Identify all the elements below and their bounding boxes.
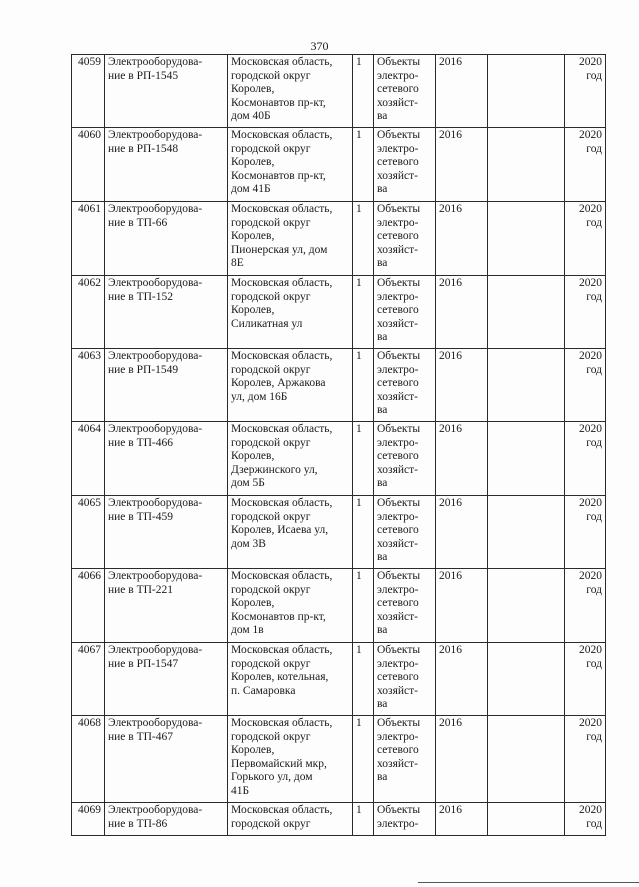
object-type-line: Объекты [377,423,421,435]
equipment-name [105,128,228,202]
object-type-line: сетевого [377,83,419,95]
address-line: городской округ [231,657,311,670]
equipment-name-line: Электрооборудова- [108,423,203,435]
equipment-name-line: ние в РП-1549 [108,363,179,376]
object-type-line: хозяйст- [377,169,419,182]
address-line: Первомайский мкр, [231,757,327,770]
term-line: 2020 [579,717,602,729]
row-number: 4060 [72,128,105,202]
equipment-name-line: Электрооборудова- [108,804,203,816]
object-type-line: сетевого [377,304,419,316]
object-type [374,422,436,496]
equipment-name [105,569,228,643]
row-number: 4063 [72,349,105,422]
term [565,422,606,496]
object-type-line: электро- [377,657,419,670]
equipment-name-line: Электрооборудова- [108,717,203,729]
address-line: городской округ [231,216,311,229]
address-line: Московская область, [231,644,333,656]
address [228,803,353,836]
year: 2016 [436,202,488,276]
empty-cell [488,803,565,836]
object-type-line: сетевого [377,230,419,242]
object-type-line: ва [377,331,388,343]
empty-cell [488,496,565,569]
object-type-line: ва [377,257,388,269]
equipment-name [105,422,228,496]
term-line: год [586,657,602,670]
equipment-name-line: Электрооборудова- [108,570,203,582]
term-line: год [586,730,602,743]
term-line: год [586,583,602,596]
address-line: Московская область, [231,129,333,141]
object-type-line: ва [377,477,388,489]
address-line: городской округ [231,583,311,596]
address-line: Королев, Исаева ул, [231,524,329,536]
equipment-name-line: ние в ТП-86 [108,817,168,830]
equipment-name [105,716,228,803]
table-row [72,569,606,643]
term-line: 2020 [579,804,602,816]
address-line: Московская область, [231,423,333,435]
object-type-line: электро- [377,363,419,376]
year: 2016 [436,803,488,836]
address-line: Королев, [231,744,275,756]
term-line: год [586,363,602,376]
address [228,55,353,128]
address-line: дом 5Б [231,477,265,489]
term-line: 2020 [579,129,602,141]
address-line: Королев, [231,304,275,316]
object-type [374,55,436,128]
object-type-line: хозяйст- [377,610,419,623]
object-type-line: Объекты [377,277,421,289]
empty-cell [488,276,565,349]
address-line: 8Е [231,257,244,269]
object-type-line: хозяйст- [377,317,419,330]
object-type [374,716,436,803]
equipment-name [105,643,228,716]
address-line: Московская область, [231,570,333,582]
object-type-line: Объекты [377,56,421,68]
address-line: дом 1в [231,624,264,636]
object-type-line: сетевого [377,377,419,389]
table-row [72,803,606,836]
address [228,422,353,496]
quantity: 1 [353,422,374,496]
address [228,569,353,643]
address-line: Московская область, [231,277,333,289]
equipment-name-line: ние в ТП-467 [108,730,174,743]
term [565,643,606,716]
equipment-name [105,803,228,836]
equipment-name-line: ние в ТП-466 [108,436,174,449]
table-row [72,643,606,716]
address-line: Московская область, [231,497,333,509]
empty-cell [488,128,565,202]
object-type-line: Объекты [377,804,421,816]
address-line: Московская область, [231,804,333,816]
quantity: 1 [353,55,374,128]
object-type-line: электро- [377,290,419,303]
object-type-line: Объекты [377,644,421,656]
term-line: год [586,817,602,830]
row-number: 4067 [72,643,105,716]
address-line: Московская область, [231,56,333,68]
term-line: год [586,216,602,229]
object-type [374,202,436,276]
term [565,128,606,202]
address-line: Московская область, [231,203,333,215]
object-type-line: электро- [377,436,419,449]
address-line: дом 40Б [231,110,271,122]
object-type-line: электро- [377,510,419,523]
object-type-line: Объекты [377,203,421,215]
object-type [374,803,436,836]
object-type [374,276,436,349]
quantity: 1 [353,496,374,569]
row-number: 4068 [72,716,105,803]
object-type-line: Объекты [377,717,421,729]
term-line: 2020 [579,497,602,509]
equipment-name-line: ние в РП-1545 [108,69,179,82]
year: 2016 [436,276,488,349]
year: 2016 [436,643,488,716]
quantity: 1 [353,643,374,716]
term [565,496,606,569]
address [228,349,353,422]
quantity: 1 [353,128,374,202]
address-line: ул, дом 16Б [231,390,288,403]
equipment-name-line: Электрооборудова- [108,56,203,68]
equipment-name [105,202,228,276]
table-row [72,716,606,803]
object-type-line: хозяйст- [377,96,419,109]
object-type-line: ва [377,110,388,122]
address-line: Горького ул, дом [231,771,313,783]
table-row [72,55,606,128]
term [565,716,606,803]
quantity: 1 [353,202,374,276]
object-type-line: Объекты [377,497,421,509]
row-number: 4062 [72,276,105,349]
table-row [72,349,606,422]
equipment-name [105,276,228,349]
term-line: год [586,290,602,303]
equipment-name-line: Электрооборудова- [108,277,203,289]
row-number: 4059 [72,55,105,128]
address-line: дом 41Б [231,183,271,195]
address-line: Королев, [231,156,275,168]
row-number: 4061 [72,202,105,276]
object-type-line: ва [377,624,388,636]
term-line: 2020 [579,350,602,362]
empty-cell [488,422,565,496]
row-number: 4065 [72,496,105,569]
equipment-name-line: ние в РП-1547 [108,657,179,670]
address-line: городской округ [231,290,311,303]
object-type [374,128,436,202]
term [565,55,606,128]
year: 2016 [436,422,488,496]
year: 2016 [436,55,488,128]
term-line: 2020 [579,203,602,215]
object-type-line: сетевого [377,671,419,683]
object-type-line: хозяйст- [377,757,419,770]
address-line: Королев, Аржакова [231,377,326,389]
table-row [72,496,606,569]
address-line: Космонавтов пр-кт, [231,96,326,109]
footer-rule [418,882,639,883]
equipment-name [105,496,228,569]
quantity: 1 [353,803,374,836]
empty-cell [488,55,565,128]
term-line: год [586,142,602,155]
empty-cell [488,716,565,803]
address-line: городской округ [231,510,311,523]
term-line: 2020 [579,570,602,582]
object-type-line: сетевого [377,450,419,462]
term-line: год [586,436,602,449]
address-line: Силикатная ул [231,317,303,330]
term-line: 2020 [579,56,602,68]
address-line: дом 3В [231,537,266,550]
object-type-line: сетевого [377,744,419,756]
table-row [72,276,606,349]
year: 2016 [436,569,488,643]
equipment-name [105,55,228,128]
object-type-line: хозяйст- [377,684,419,697]
object-type-line: Объекты [377,350,421,362]
object-type-line: хозяйст- [377,243,419,256]
table-row [72,128,606,202]
row-number: 4064 [72,422,105,496]
address-line: городской округ [231,817,311,830]
address-line: городской округ [231,69,311,82]
address [228,496,353,569]
equipment-name-line: ние в РП-1548 [108,142,179,155]
address-line: городской округ [231,142,311,155]
term [565,803,606,836]
object-type-line: хозяйст- [377,463,419,476]
address-line: Московская область, [231,717,333,729]
object-type-line: хозяйст- [377,390,419,403]
object-type-line: хозяйст- [377,537,419,550]
address-line: Пионерская ул, дом [231,243,328,256]
address [228,202,353,276]
row-number: 4069 [72,803,105,836]
object-type-line: ва [377,771,388,783]
term [565,276,606,349]
empty-cell [488,202,565,276]
term-line: 2020 [579,644,602,656]
object-type-line: сетевого [377,597,419,609]
address-line: Королев, [231,597,275,609]
object-type [374,496,436,569]
object-type-line: сетевого [377,156,419,168]
empty-cell [488,349,565,422]
object-type-line: ва [377,551,388,563]
equipment-name [105,349,228,422]
term-line: год [586,510,602,523]
object-type-line: электро- [377,142,419,155]
address-line: Дзержинского ул, [231,463,318,476]
address-line: городской округ [231,363,311,376]
equipment-name-line: Электрооборудова- [108,350,203,362]
term-line: 2020 [579,423,602,435]
address [228,276,353,349]
object-type-line: сетевого [377,524,419,536]
equipment-name-line: Электрооборудова- [108,644,203,656]
object-type-line: электро- [377,69,419,82]
asset-registry-table [71,54,606,836]
term [565,202,606,276]
quantity: 1 [353,716,374,803]
empty-cell [488,643,565,716]
equipment-name-line: ние в ТП-152 [108,290,174,303]
row-number: 4066 [72,569,105,643]
address-line: Королев, [231,230,275,242]
table-row [72,202,606,276]
empty-cell [488,569,565,643]
address-line: Королев, [231,83,275,95]
address-line: Королев, котельная, [231,671,329,683]
address-line: Московская область, [231,350,333,362]
equipment-name-line: ние в ТП-66 [108,216,168,229]
year: 2016 [436,128,488,202]
quantity: 1 [353,276,374,349]
address-line: городской округ [231,436,311,449]
term-line: 2020 [579,277,602,289]
quantity: 1 [353,569,374,643]
address-line: Космонавтов пр-кт, [231,610,326,623]
object-type-line: электро- [377,817,419,830]
address-line: Королев, [231,450,275,462]
object-type [374,569,436,643]
address [228,128,353,202]
object-type-line: ва [377,698,388,710]
object-type-line: Объекты [377,570,421,582]
equipment-name-line: ние в ТП-459 [108,510,174,523]
address [228,716,353,803]
year: 2016 [436,349,488,422]
equipment-name-line: Электрооборудова- [108,129,203,141]
equipment-name-line: Электрооборудова- [108,497,203,509]
object-type [374,643,436,716]
object-type-line: Объекты [377,129,421,141]
address-line: 41Б [231,784,250,797]
term [565,349,606,422]
page-number: 370 [310,39,329,53]
year: 2016 [436,716,488,803]
year: 2016 [436,496,488,569]
address-line: Космонавтов пр-кт, [231,169,326,182]
object-type-line: ва [377,183,388,195]
equipment-name-line: Электрооборудова- [108,203,203,215]
table-body [72,55,606,836]
quantity: 1 [353,349,374,422]
equipment-name-line: ние в ТП-221 [108,583,174,596]
address-line: городской округ [231,730,311,743]
object-type [374,349,436,422]
object-type-line: электро- [377,730,419,743]
object-type-line: электро- [377,583,419,596]
object-type-line: ва [377,404,388,416]
term [565,569,606,643]
object-type-line: электро- [377,216,419,229]
term-line: год [586,69,602,82]
table-row [72,422,606,496]
address-line: п. Самаровка [231,684,296,697]
address [228,643,353,716]
